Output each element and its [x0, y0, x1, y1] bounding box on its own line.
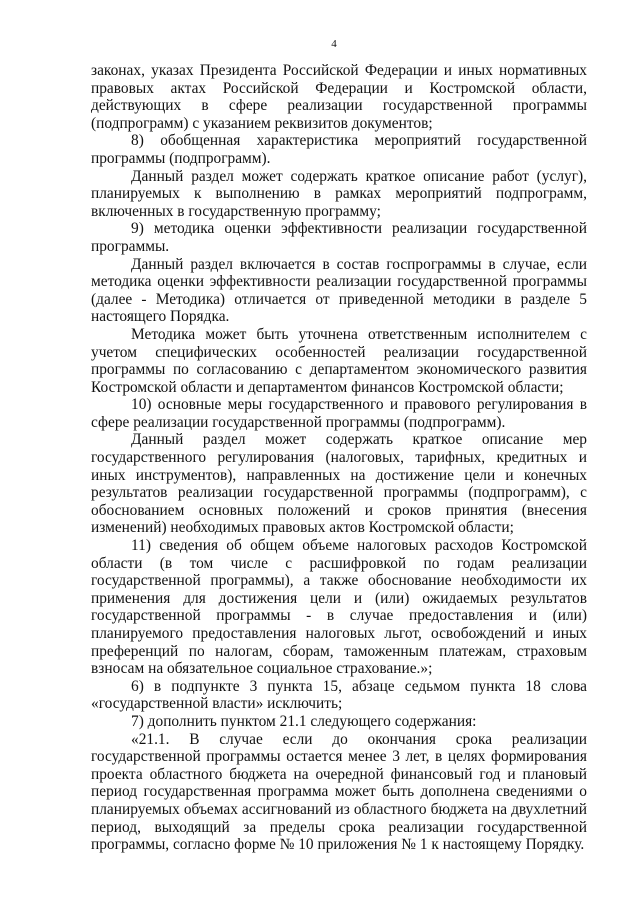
paragraph: законах, указах Президента Российской Федерации и иных нормативных правовых актах Российской Федерации и Костромской области, действующих в сфере реализации государственной программы (подпрограмм) с указанием реквизитов документов;: [91, 62, 587, 132]
paragraph: 11) сведения об общем объеме налоговых расходов Костромской области (в том числе с расшифровкой по годам реализации государственной программы), а также обоснование необходимости их применения для достижения цели и (или) ожидаемых результатов государственной программы - в случае предоставления и (или) планируемого предоставления налоговых льгот, освобождений и иных преференций по налогам, сборам, таможенным платежам, страховым взносам на обязательное социальное страхование.»;: [91, 537, 587, 678]
paragraph: 9) методика оценки эффективности реализации государственной программы.: [91, 220, 587, 255]
document-body: [91, 62, 587, 854]
paragraph: 6) в подпункте 3 пункта 15, абзаце седьмом пункта 18 слова «государственной власти» исключить;: [91, 677, 587, 713]
paragraph: «21.1. В случае если до окончания срока реализации государственной программы остается менее 3 лет, в целях формирования проекта областного бюджета на очередной финансовый год и плановый период государственная программа может быть дополнена сведениями о планируемых объемах ассигнований из областного бюджета на двухлетний период, выходящий за пределы срока реализации государственной программы, согласно форме № 10 приложения № 1 к настоящему Порядку.: [91, 730, 587, 854]
paragraph: Методика может быть уточнена ответственным исполнителем с учетом специфических особенностей реализации государственной программы по согласованию с департаментом экономического развития Костромской области и департаментом финансов Костромской области;: [91, 325, 587, 396]
paragraph: 10) основные меры государственного и правового регулирования в сфере реализации государственной программы (подпрограмм).: [91, 396, 587, 431]
page-number: 4: [331, 38, 337, 50]
paragraph: Данный раздел может содержать краткое описание мер государственного регулирования (налоговых, тарифных, кредитных и иных инструментов), направленных на достижение цели и конечных результатов реализации государственной программы (подпрограмм), с обоснованием основных положений и сроков принятия (внесения изменений) необходимых правовых актов Костромской области;: [91, 431, 587, 537]
paragraph: 7) дополнить пунктом 21.1 следующего содержания:: [131, 712, 477, 730]
paragraph: Данный раздел может содержать краткое описание работ (услуг), планируемых к выполнению в рамках мероприятий подпрограмм, включенных в государственную программу;: [91, 167, 587, 220]
paragraph: 8) обобщенная характеристика мероприятий государственной программы (подпрограмм).: [91, 132, 587, 167]
paragraph: Данный раздел включается в состав госпрограммы в случае, если методика оценки эффективности реализации государственной программы (далее - Методика) отличается от приведенной методики в разделе 5 настоящего Порядка.: [91, 255, 587, 326]
